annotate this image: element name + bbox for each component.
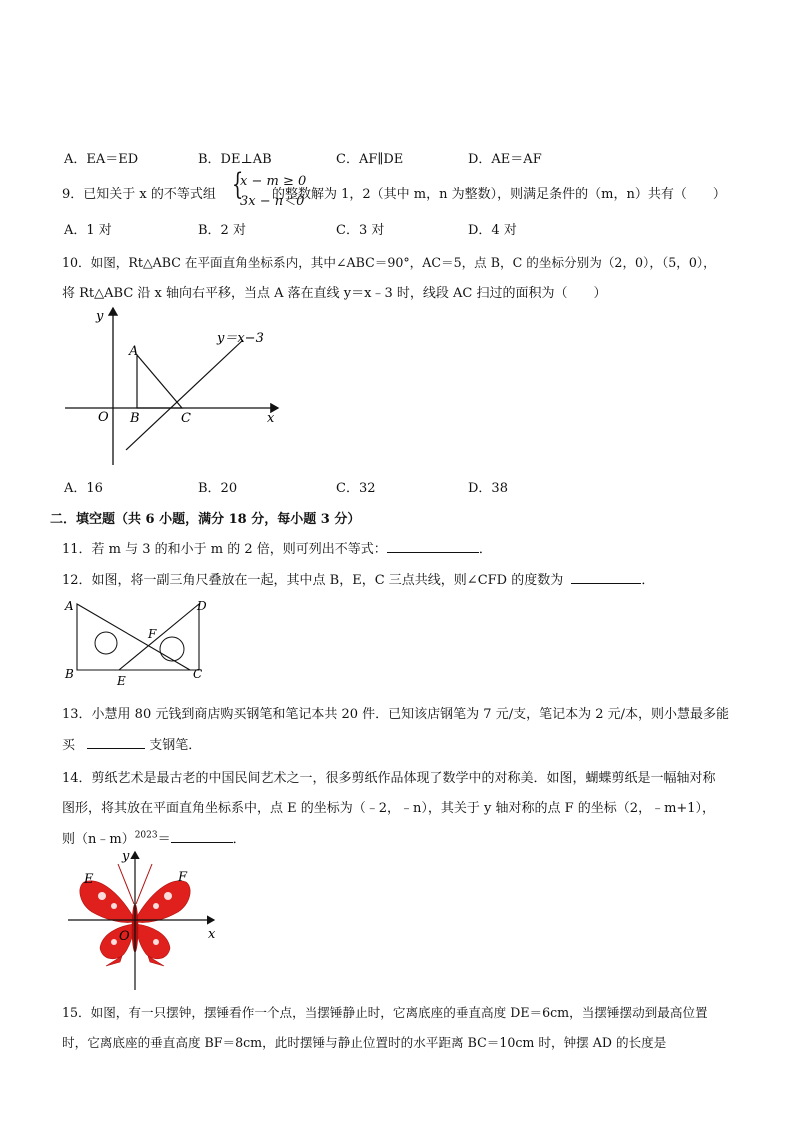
q10-option-a: A．16 xyxy=(64,481,103,496)
q14-line-3-pre: 则（n﹣m） xyxy=(62,832,135,847)
q9-system-row-2: 3x − n＜0 xyxy=(240,194,305,209)
q10-line-1: 10．如图，Rt△ABC 在平面直角坐标系内，其中∠ABC＝90°，AC＝5，点 B，C 的坐标分别为（2，0），（5，0）， xyxy=(62,255,716,270)
q14-figure xyxy=(62,846,222,994)
q15-line-2: 时，它离底座的垂直高度 BF＝8cm，此时摆锤与静止位置时的水平距离 BC＝10cm 时，钟摆 AD 的长度是 xyxy=(62,1035,667,1050)
q12-figure xyxy=(62,596,212,688)
q14-line-1: 14．剪纸艺术是最古老的中国民间艺术之一，很多剪纸作品体现了数学中的对称美．如图，蝴蝶剪纸是一幅轴对称 xyxy=(62,771,716,786)
q13-line-1: 13．小慧用 80 元钱到商店购买钢笔和笔记本共 20 件．已知该店钢笔为 7 元/支，笔记本为 2 元/本，则小慧最多能 xyxy=(62,707,729,722)
q12-hole-left xyxy=(95,632,117,654)
q10-line-2: 将 Rt△ABC 沿 x 轴向右平移，当点 A 落在直线 y＝x﹣3 时，线段 AC 扫过的面积为（ ） xyxy=(62,286,607,301)
q8-option-c: C．AF∥DE xyxy=(336,152,404,167)
q12-label-c: C xyxy=(193,667,203,681)
q10-label-o: O xyxy=(98,410,109,425)
q11-text: 11．若 m 与 3 的和小于 m 的 2 倍，则可列出不等式： xyxy=(62,542,387,557)
q13-answer-blank xyxy=(87,736,145,749)
q10-triangle-abc xyxy=(137,355,182,408)
butterfly-upper-right-wing xyxy=(136,881,190,923)
q8-option-b: B．DE⊥AB xyxy=(198,152,272,167)
q9-prefix: 9．已知关于 x 的不等式组 xyxy=(62,187,216,202)
q10-label-a: A xyxy=(129,344,139,359)
q14-line-3-eq: ＝ xyxy=(157,832,171,847)
q14-line-3 xyxy=(62,828,246,847)
q11-end: ． xyxy=(478,542,492,557)
q14-line-3-end: ． xyxy=(232,832,246,847)
q10-option-d: D．38 xyxy=(468,481,508,496)
q12-label-b: B xyxy=(65,667,74,681)
q13-line-2 xyxy=(62,734,201,753)
q15-line-1: 15．如图，有一只摆钟，摆锤看作一个点，当摆锤静止时，它离底座的垂直高度 DE＝6cm，当摆锤摆动到最高位置 xyxy=(62,1005,708,1020)
q10-label-b: B xyxy=(130,411,140,426)
section-2-heading: 二．填空题（共 6 小题，满分 18 分，每小题 3 分） xyxy=(50,512,361,527)
q8-option-d: D．AE＝AF xyxy=(468,152,542,167)
q8-option-a: A．EA＝ED xyxy=(64,152,139,167)
q14-antenna-right xyxy=(136,864,152,904)
brace-icon: { xyxy=(231,167,244,202)
q12-answer-blank xyxy=(571,571,641,584)
q10-label-line: y＝x−3 xyxy=(217,331,264,346)
q14-answer-blank xyxy=(171,830,233,843)
q14-label-o: O xyxy=(119,929,130,944)
q12-label-e: E xyxy=(117,674,126,688)
q11 xyxy=(62,538,492,557)
q12-label-f: F xyxy=(148,627,157,641)
q14-exponent: 2023 xyxy=(134,830,158,841)
q14-label-x: x xyxy=(208,927,216,942)
q14-label-f: F xyxy=(178,870,188,885)
q9-option-a: A．1 对 xyxy=(64,223,112,238)
q14-label-e: E xyxy=(84,872,94,887)
q9-inequality-system xyxy=(228,167,307,209)
q12-text: 12．如图，将一副三角尺叠放在一起，其中点 B，E，C 三点共线，则∠CFD 的度数为 xyxy=(62,573,564,588)
q13-line-2-pre: 买 xyxy=(62,738,76,753)
q12-label-a: A xyxy=(65,599,74,613)
q9-option-b: B．2 对 xyxy=(198,223,246,238)
q10-figure xyxy=(60,300,290,468)
q14-label-y: y xyxy=(122,849,130,864)
q14-line-2: 图形，将其放在平面直角坐标系中，点 E 的坐标为（﹣2，﹣n），其关于 y 轴对称的点 F 的坐标（2，﹣m+1）， xyxy=(62,801,716,816)
q13-line-2-post: 支钢笔． xyxy=(149,738,202,753)
q12-label-d: D xyxy=(197,599,207,613)
butterfly-upper-left-wing xyxy=(80,881,134,923)
q9-option-c: C．3 对 xyxy=(336,223,385,238)
q12-hole-right xyxy=(160,637,184,661)
q10-label-x: x xyxy=(267,411,275,426)
q12 xyxy=(62,569,654,588)
q10-label-c: C xyxy=(181,411,191,426)
q9-system-row-1: x − m ≥ 0 xyxy=(240,174,307,189)
q12-end: ． xyxy=(641,573,655,588)
q10-option-b: B．20 xyxy=(198,481,238,496)
q9-option-d: D．4 对 xyxy=(468,223,517,238)
q9-suffix: 的整数解为 1，2（其中 m，n 为整数），则满足条件的（m，n）共有（ ） xyxy=(272,187,726,202)
q14-antenna-left xyxy=(118,864,134,904)
q10-label-y: y xyxy=(96,309,104,324)
q11-answer-blank xyxy=(387,540,479,553)
butterfly-lower-right-wing xyxy=(136,924,170,959)
q10-line-y-x-3 xyxy=(126,340,243,450)
q10-option-c: C．32 xyxy=(336,481,376,496)
q12-triangle-dec xyxy=(119,604,199,670)
